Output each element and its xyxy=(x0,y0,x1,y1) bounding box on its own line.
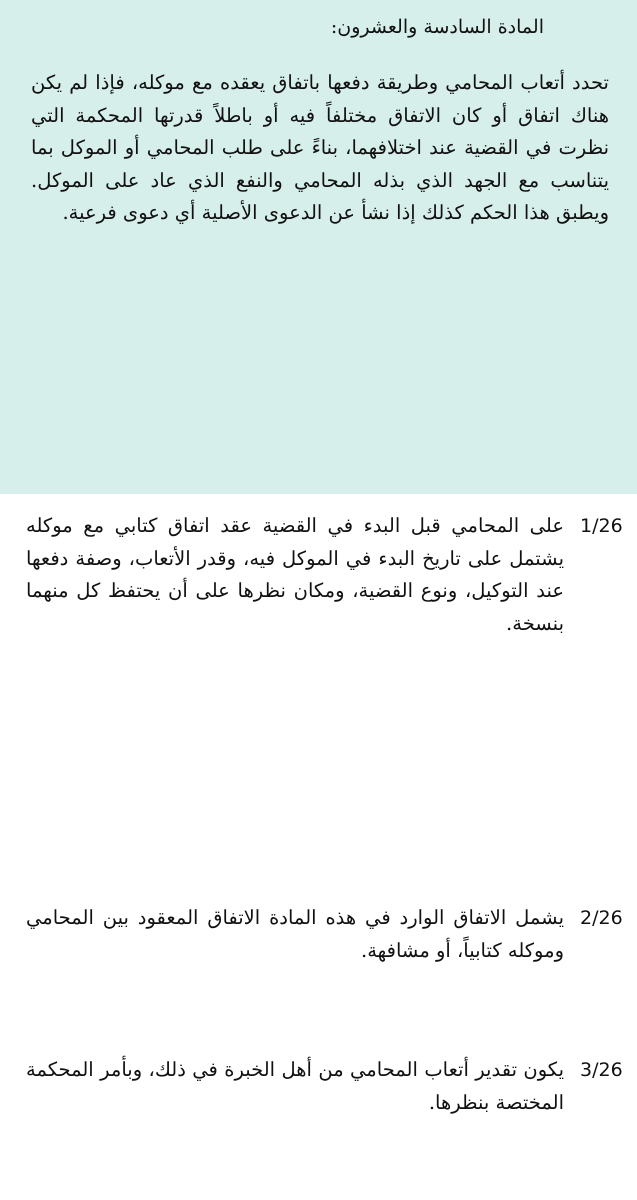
clause-number: 1/26 xyxy=(580,515,623,537)
clause-text: يكون تقدير أتعاب المحامي من أهل الخبرة في ذلك، وبأمر المحكمة المختصة بنظرها. xyxy=(26,1058,564,1114)
article-body: تحدد أتعاب المحامي وطريقة دفعها باتفاق يعقده مع موكله، فإذا لم يكن هناك اتفاق أو كان الاتفاق مختلفاً فيه أو باطلاً قدرتها المحكمة التي نظرت في القضية عند اختلافهما، بناءً على طلب المحامي أو الموكل بما يتناسب مع الجهد الذي بذله المحامي والنفع الذي عاد على الموكل. ويطبق هذا الحكم كذلك إذا نشأ عن الدعوى الأصلية أي دعوى فرعية. xyxy=(31,71,609,225)
article-heading: المادة السادسة والعشرون: xyxy=(330,16,544,38)
article-panel xyxy=(0,0,637,494)
clause-number: 3/26 xyxy=(580,1059,623,1081)
clause-text: يشمل الاتفاق الوارد في هذه المادة الاتفاق المعقود بين المحامي وموكله كتابياً، أو مشافهة. xyxy=(26,906,564,962)
clause-text: على المحامي قبل البدء في القضية عقد اتفاق كتابي مع موكله يشتمل على تاريخ البدء في الموكل فيه، وقدر الأتعاب، وصفة دفعها عند التوكيل، ونوع القضية، ومكان نظرها على أن يحتفظ كل منهما بنسخة. xyxy=(26,514,564,635)
clause-number: 2/26 xyxy=(580,907,623,929)
